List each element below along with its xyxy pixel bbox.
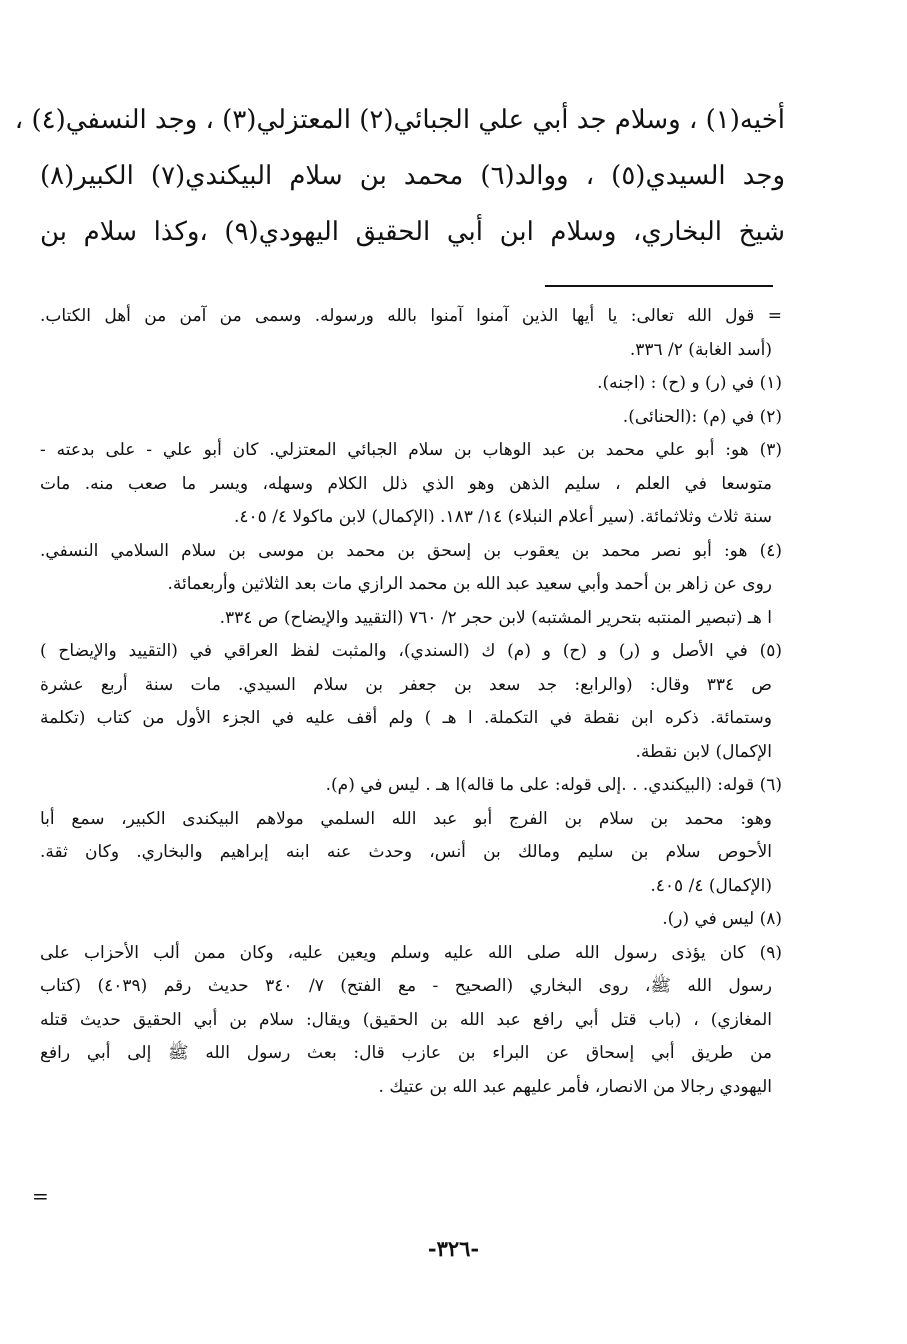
footnote-line: (٨) ليس في (ر).	[662, 909, 782, 929]
footnote-line: اليهودي رجالا من الانصار، فأمر عليهم عبد الله بن عتيك .	[378, 1076, 772, 1097]
footnote-line: وهو: محمد بن سلام بن الفرج أبو عبد الله السلمي مولاهم البيكندى الكبير، سمع أبا	[40, 808, 772, 829]
footnote-line: الإكمال) لابن نقطة.	[635, 741, 772, 762]
footnotes	[40, 300, 782, 1104]
main-text-line: أخيه(١) ، وسلام جد أبي علي الجبائي(٢) المعتزلي(٣) ، وجد النسفي(٤) ،	[14, 105, 785, 135]
footnote-line: (٩) كان يؤذى رسول الله صلى الله عليه وسلم ويعين عليه، وكان ممن ألب الأحزاب على	[40, 942, 782, 963]
main-text	[14, 92, 785, 260]
footnote-line: (٦) قوله: (البيكندي. . .إلى قوله: على ما قاله)ا هـ . ليس في (م).	[325, 775, 782, 795]
footnote-line: الأحوص سلام بن سليم ومالك بن أنس، وحدث عنه ابنه إبراهيم والبخاري. وكان ثقة.	[40, 842, 773, 862]
footnote-line: (أسد الغابة) ٢/ ٣٣٦.	[629, 339, 772, 360]
footnote-line: (١) في (ر) و (ح) : (اجنه).	[597, 373, 782, 393]
footnote-line: متوسعا في العلم ، سليم الذهن وهو الذي ذلل الكلام وسهله، ويسر ما صعب منه. مات	[40, 473, 772, 494]
main-text-line: شيخ البخاري، وسلام ابن أبي الحقيق اليهودي(٩) ،وكذا سلام بن	[40, 217, 785, 247]
footnote-line: المغازي) ، (باب قتل أبي رافع عبد الله بن الحقيق) ويقال: سلام بن أبي الحقيق حديث قتله	[40, 1009, 772, 1030]
footnote-line: (٣) هو: أبو علي محمد بن عبد الوهاب بن سلام الجبائي المعتزلي. كان أبو علي - على بدعته -	[40, 440, 782, 460]
footnote-line: (٥) في الأصل و (ر) و (ح) و (م) ك (السندي)، والمثبت لفظ العراقي في (التقييد والإيضاح )	[40, 641, 782, 661]
footnote-line: (٤) هو: أبو نصر محمد بن يعقوب بن إسحق بن محمد بن موسى بن سلام السلامي النسفي.	[40, 540, 782, 561]
footnote-line: وستمائة. ذكره ابن نقطة في التكملة. ا هـ ) ولم أقف عليه في الجزء الأول من كتاب (تكلمة	[40, 708, 772, 728]
footnote-line: ص ٣٣٤ وقال: (والرابع: جد سعد بن جعفر بن سلام السيدي. مات سنة أربع عشرة	[40, 674, 772, 695]
footnote-separator	[545, 285, 773, 287]
footnote-line: ا هـ (تبصير المنتبه بتحرير المشتبه) لابن حجر ٢/ ٧٦٠ (التقييد والإيضاح) ص ٣٣٤.	[219, 607, 772, 628]
footnote-line: من طريق أبي إسحاق عن البراء بن عازب قال: بعث رسول الله ﷺ إلى أبي رافع	[40, 1043, 772, 1063]
footnote-line: روى عن زاهر بن أحمد وأبي سعيد عبد الله بن محمد الرازي مات بعد الثلاثين وأربعمائة.	[167, 574, 772, 594]
footnote-line: سنة ثلاث وثلاثمائة. (سير أعلام النبلاء) ١٤/ ١٨٣. (الإكمال) لابن ماكولا ٤/ ٤٠٥.	[233, 507, 772, 527]
footnote-line: رسول الله ﷺ، روى البخاري (الصحيح - مع الفتح) ٧/ ٣٤٠ حديث رقم (٤٠٣٩) (كتاب	[40, 976, 772, 996]
page-number: -٣٢٦-	[427, 1236, 480, 1261]
footnote-line: (الإكمال) ٤/ ٤٠٥.	[650, 875, 772, 896]
continuation-mark: =	[32, 1184, 49, 1208]
footnote-line: = قول الله تعالى: يا أيها الذين آمنوا آمنوا بالله ورسوله. وسمى من آمن من أهل الكتاب.	[40, 306, 782, 326]
main-text-line: وجد السيدي(٥) ، ووالد(٦) محمد بن سلام البيكندي(٧) الكبير(٨)	[40, 161, 785, 191]
footnote-line: (٢) في (م) :(الحنائى).	[622, 406, 782, 427]
